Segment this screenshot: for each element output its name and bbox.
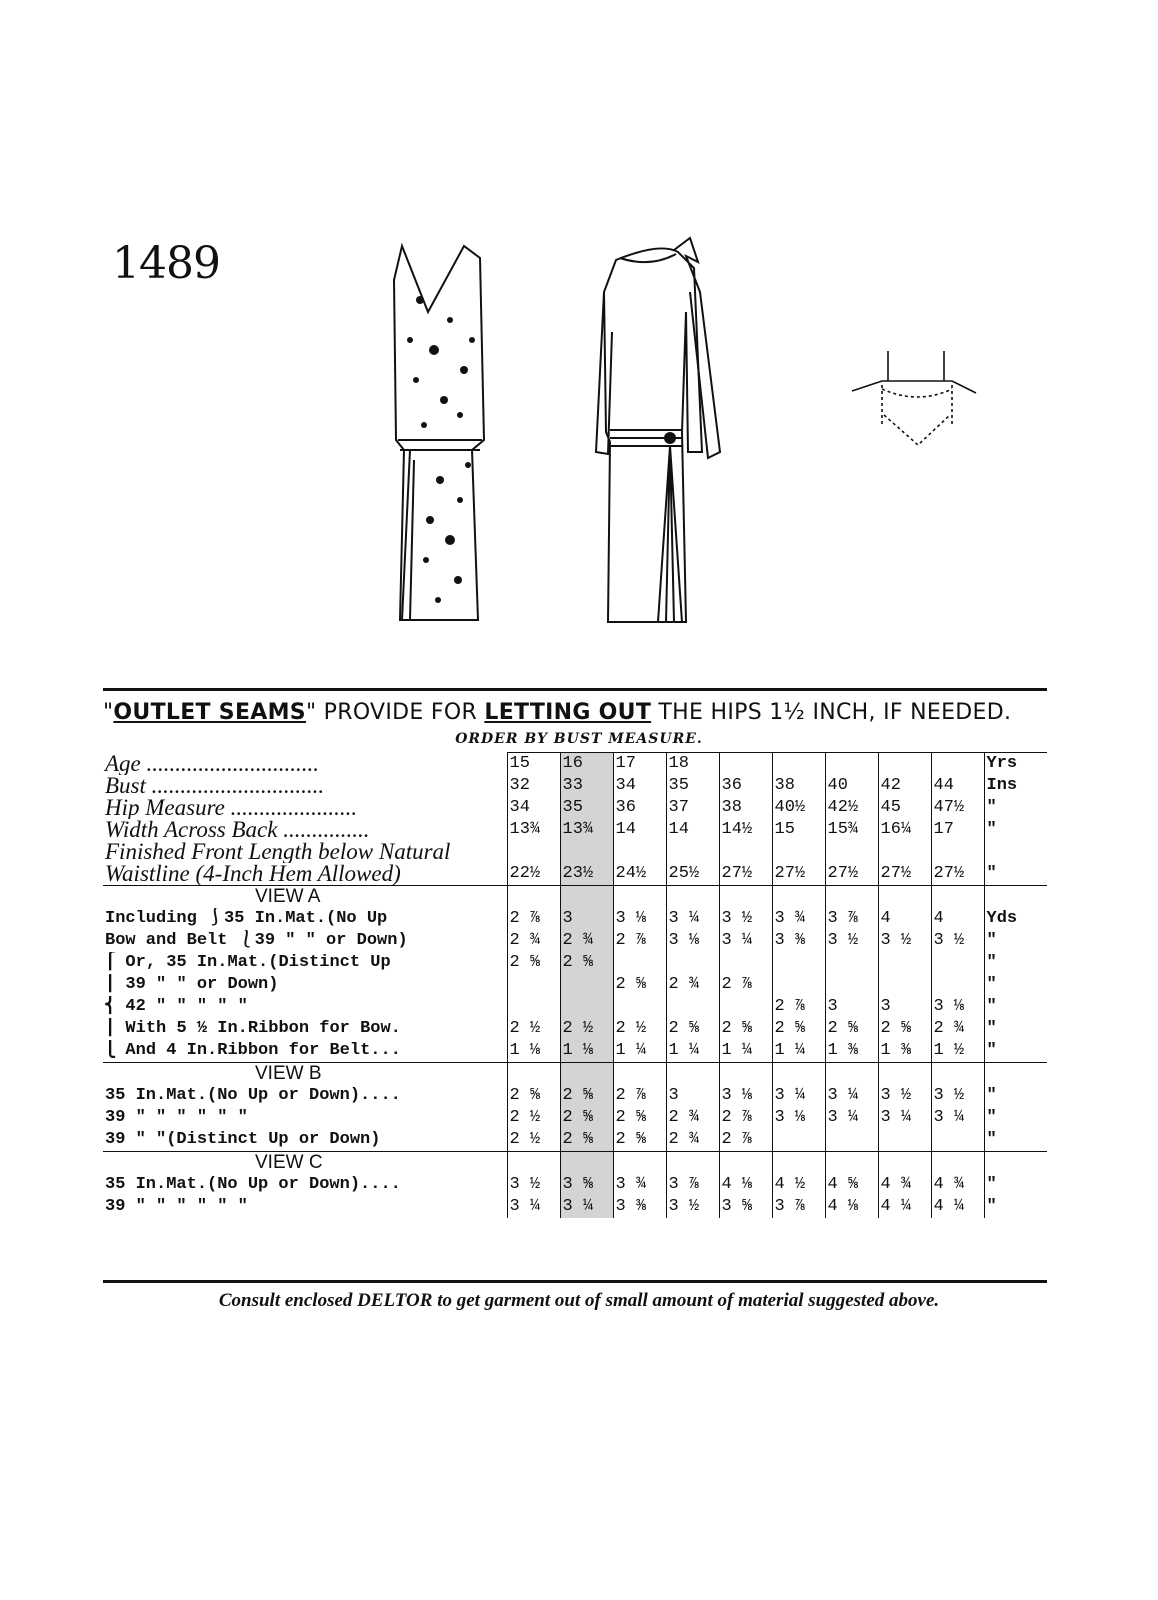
size-cell: 2 ⅝ xyxy=(613,1107,666,1129)
order-by-bust-subhead: ORDER BY BUST MEASURE. xyxy=(455,731,703,747)
row-label: 35 In.Mat.(No Up or Down).... xyxy=(105,1175,401,1194)
size-cell: 2 ½ xyxy=(507,1018,560,1040)
size-cell xyxy=(507,996,560,1018)
size-cell: 1 ¼ xyxy=(719,1040,772,1063)
unit-cell: " xyxy=(984,974,1047,996)
size-cell: 4 ¼ xyxy=(878,1196,931,1218)
size-cell xyxy=(666,1063,719,1086)
size-cell: 1 ¼ xyxy=(772,1040,825,1063)
size-cell: 47½ xyxy=(931,797,984,819)
outlet-seams-text: OUTLET SEAMS xyxy=(113,700,306,725)
size-cell: 3 ⅞ xyxy=(666,1174,719,1196)
size-cell: 3 ¼ xyxy=(825,1107,878,1129)
size-cell: 33 xyxy=(560,775,613,797)
table-row xyxy=(103,797,1047,819)
size-cell: 3 ½ xyxy=(878,930,931,952)
size-cell: 3 ⅛ xyxy=(613,908,666,930)
size-cell xyxy=(507,1063,560,1086)
unit-cell xyxy=(984,886,1047,909)
size-cell: 3 ½ xyxy=(878,1085,931,1107)
size-cell xyxy=(507,974,560,996)
size-cell: 3 ½ xyxy=(719,908,772,930)
size-cell: 4 xyxy=(878,908,931,930)
unit-cell: " xyxy=(984,1196,1047,1218)
size-cell xyxy=(825,753,878,776)
size-cell: 24½ xyxy=(613,863,666,886)
size-cell: 2 ⅝ xyxy=(878,1018,931,1040)
view-heading: VIEW C xyxy=(103,1152,507,1175)
size-cell: 3 ¾ xyxy=(613,1174,666,1196)
size-cell: 4 ½ xyxy=(772,1174,825,1196)
size-cell: 2 ⅝ xyxy=(613,974,666,996)
size-cell xyxy=(772,1129,825,1152)
size-cell: 4 ¾ xyxy=(878,1174,931,1196)
size-cell xyxy=(507,1152,560,1175)
size-cell: 3 ½ xyxy=(825,930,878,952)
size-cell: 3 ⅛ xyxy=(772,1107,825,1129)
size-cell: 2 ¾ xyxy=(666,974,719,996)
unit-cell: " xyxy=(984,1174,1047,1196)
size-cell xyxy=(613,886,666,909)
size-cell: 2 ½ xyxy=(560,1018,613,1040)
size-cell: 14 xyxy=(666,819,719,841)
unit-cell: " xyxy=(984,863,1047,886)
table-row xyxy=(103,952,1047,974)
size-cell: 27½ xyxy=(931,863,984,886)
size-cell: 2 ⅝ xyxy=(613,1129,666,1152)
size-cell: 27½ xyxy=(772,863,825,886)
size-cell: 3 ⅝ xyxy=(719,1196,772,1218)
size-cell xyxy=(825,1063,878,1086)
table-row xyxy=(103,1085,1047,1107)
view-c-section xyxy=(103,1152,1047,1219)
size-cell xyxy=(560,996,613,1018)
size-cell xyxy=(772,974,825,996)
row-label: 39 " " " " " " xyxy=(105,1197,248,1216)
size-cell: 3 ½ xyxy=(931,930,984,952)
size-cell xyxy=(772,1063,825,1086)
unit-cell: " xyxy=(984,996,1047,1018)
row-label: Bow and Belt ⎱39 " " or Down) xyxy=(105,931,408,950)
size-cell: 3 ⅞ xyxy=(825,908,878,930)
row-label: ⎪ With 5 ½ In.Ribbon for Bow. xyxy=(105,1019,401,1038)
outlet-seams-headline: "OUTLET SEAMS" PROVIDE FOR LETTING OUT THE HIPS 1½ INCH, IF NEEDED. xyxy=(103,700,1012,725)
size-cell: 27½ xyxy=(878,863,931,886)
size-cell xyxy=(613,996,666,1018)
row-label: Width Across Back ............... xyxy=(105,819,370,841)
unit-cell: " xyxy=(984,1085,1047,1107)
size-cell xyxy=(878,841,931,863)
size-cell: 2 ¾ xyxy=(666,1107,719,1129)
size-cell xyxy=(878,952,931,974)
unit-cell: " xyxy=(984,1107,1047,1129)
size-cell: 2 ⅝ xyxy=(560,1107,613,1129)
view-b-section xyxy=(103,1063,1047,1152)
size-cell xyxy=(560,886,613,909)
size-cell xyxy=(613,1063,666,1086)
unit-cell: " xyxy=(984,930,1047,952)
size-cell xyxy=(931,1152,984,1175)
table-row xyxy=(103,908,1047,930)
size-cell: 2 ⅝ xyxy=(507,1085,560,1107)
size-cell: 2 ⅞ xyxy=(719,974,772,996)
size-cell: 15 xyxy=(507,753,560,776)
size-cell: 1 ⅛ xyxy=(507,1040,560,1063)
table-row xyxy=(103,1174,1047,1196)
size-cell: 14½ xyxy=(719,819,772,841)
table-row xyxy=(103,996,1047,1018)
size-cell xyxy=(666,952,719,974)
table-row xyxy=(103,1040,1047,1063)
size-cell: 4 ⅝ xyxy=(825,1174,878,1196)
size-cell: 18 xyxy=(666,753,719,776)
size-cell: 44 xyxy=(931,775,984,797)
row-label: Age .............................. xyxy=(105,752,320,775)
size-cell: 36 xyxy=(719,775,772,797)
size-cell: 17 xyxy=(931,819,984,841)
size-cell xyxy=(878,753,931,776)
size-cell: 3 xyxy=(825,996,878,1018)
unit-cell: " xyxy=(984,1040,1047,1063)
size-cell: 1 ⅜ xyxy=(825,1040,878,1063)
view-a-dress-illustration xyxy=(380,240,510,630)
table-row xyxy=(103,1196,1047,1218)
view-a-heading xyxy=(103,886,1047,909)
size-cell: 1 ⅜ xyxy=(878,1040,931,1063)
size-cell: 42 xyxy=(878,775,931,797)
size-cell: 2 ½ xyxy=(613,1018,666,1040)
size-cell: 16 xyxy=(560,753,613,776)
size-cell: 37 xyxy=(666,797,719,819)
size-cell: 42½ xyxy=(825,797,878,819)
size-cell: 2 ⅞ xyxy=(719,1129,772,1152)
size-cell xyxy=(825,841,878,863)
size-cell xyxy=(931,753,984,776)
row-label: Finished Front Length below Natural xyxy=(105,841,451,863)
size-cell: 3 ½ xyxy=(507,1174,560,1196)
unit-cell xyxy=(984,1152,1047,1175)
size-cell: 1 ¼ xyxy=(613,1040,666,1063)
size-cell: 3 xyxy=(878,996,931,1018)
table-row xyxy=(103,753,1047,776)
size-cell xyxy=(931,974,984,996)
table-row xyxy=(103,863,1047,886)
size-cell: 35 xyxy=(666,775,719,797)
size-cell xyxy=(560,841,613,863)
size-cell xyxy=(613,1152,666,1175)
size-cell xyxy=(878,974,931,996)
row-label: Bust .............................. xyxy=(105,775,325,797)
size-cell xyxy=(825,1129,878,1152)
view-heading: VIEW A xyxy=(103,886,507,909)
table-row xyxy=(103,974,1047,996)
size-cell: 3 ¼ xyxy=(878,1107,931,1129)
size-cell: 3 ¼ xyxy=(825,1085,878,1107)
unit-cell xyxy=(984,841,1047,863)
size-cell: 2 ⅞ xyxy=(613,1085,666,1107)
size-cell xyxy=(772,841,825,863)
row-label: 35 In.Mat.(No Up or Down).... xyxy=(105,1086,401,1105)
unit-cell: " xyxy=(984,952,1047,974)
size-cell xyxy=(719,952,772,974)
row-label: ⎩ And 4 In.Ribbon for Belt... xyxy=(105,1041,401,1060)
size-cell xyxy=(560,1152,613,1175)
size-cell xyxy=(772,753,825,776)
size-cell: 2 ½ xyxy=(507,1129,560,1152)
size-cell: 3 ⅜ xyxy=(772,930,825,952)
size-cell: 38 xyxy=(719,797,772,819)
size-cell: 3 xyxy=(560,908,613,930)
size-cell xyxy=(772,886,825,909)
size-cell xyxy=(772,1152,825,1175)
size-cell xyxy=(878,1152,931,1175)
size-cell xyxy=(772,952,825,974)
size-cell xyxy=(878,1129,931,1152)
size-cell: 15¾ xyxy=(825,819,878,841)
size-cell xyxy=(931,1063,984,1086)
row-label: 39 " "(Distinct Up or Down) xyxy=(105,1130,381,1149)
size-cell: 2 ¾ xyxy=(931,1018,984,1040)
deltor-footer-note: Consult enclosed DELTOR to get garment out of small amount of material suggested above. xyxy=(218,1290,940,1311)
size-cell: 3 ¼ xyxy=(507,1196,560,1218)
size-cell: 34 xyxy=(613,775,666,797)
view-a-section xyxy=(103,886,1047,1063)
size-cell: 4 xyxy=(931,908,984,930)
size-cell: 15 xyxy=(772,819,825,841)
size-cell: 3 ¼ xyxy=(666,908,719,930)
size-cell: 13¾ xyxy=(507,819,560,841)
unit-cell: " xyxy=(984,1129,1047,1152)
size-cell: 3 ⅛ xyxy=(666,930,719,952)
top-rule xyxy=(103,688,1047,691)
unit-cell: Yds xyxy=(984,908,1047,930)
size-cell xyxy=(931,886,984,909)
size-cell xyxy=(825,974,878,996)
size-cell: 2 ⅞ xyxy=(772,996,825,1018)
size-cell xyxy=(931,952,984,974)
size-cell: 35 xyxy=(560,797,613,819)
row-label: Waistline (4-Inch Hem Allowed) xyxy=(105,863,401,886)
table-row xyxy=(103,841,1047,863)
view-c-heading xyxy=(103,1152,1047,1175)
unit-cell: Yrs xyxy=(984,753,1047,776)
size-cell: 32 xyxy=(507,775,560,797)
size-cell: 3 xyxy=(666,1085,719,1107)
size-cell xyxy=(507,841,560,863)
size-cell xyxy=(825,1152,878,1175)
letting-out-text: LETTING OUT xyxy=(484,700,652,725)
table-row xyxy=(103,819,1047,841)
size-cell: 3 ¾ xyxy=(772,908,825,930)
size-cell xyxy=(878,886,931,909)
table-row xyxy=(103,1107,1047,1129)
table-row xyxy=(103,930,1047,952)
size-cell: 3 ½ xyxy=(931,1085,984,1107)
size-cell: 2 ⅞ xyxy=(507,908,560,930)
size-cell: 2 ⅝ xyxy=(825,1018,878,1040)
size-cell: 3 ⅛ xyxy=(719,1085,772,1107)
size-cell xyxy=(666,1152,719,1175)
size-cell: 3 ¼ xyxy=(719,930,772,952)
size-cell xyxy=(719,886,772,909)
size-cell xyxy=(613,952,666,974)
size-cell xyxy=(507,886,560,909)
size-cell xyxy=(931,1129,984,1152)
size-cell: 3 ⅜ xyxy=(613,1196,666,1218)
size-cell xyxy=(666,886,719,909)
size-cell: 2 ⅝ xyxy=(560,1129,613,1152)
view-heading: VIEW B xyxy=(103,1063,507,1086)
size-cell: 3 ⅛ xyxy=(931,996,984,1018)
row-label: 39 " " " " " " xyxy=(105,1108,248,1127)
view-b-heading xyxy=(103,1063,1047,1086)
row-label: Including ⎰35 In.Mat.(No Up xyxy=(105,909,388,928)
table-row xyxy=(103,775,1047,797)
size-cell: 2 ⅞ xyxy=(719,1107,772,1129)
size-cell xyxy=(719,841,772,863)
size-cell: 40 xyxy=(825,775,878,797)
size-cell: 4 ⅛ xyxy=(825,1196,878,1218)
size-cell: 2 ⅝ xyxy=(666,1018,719,1040)
size-cell xyxy=(931,841,984,863)
size-cell: 36 xyxy=(613,797,666,819)
size-cell: 13¾ xyxy=(560,819,613,841)
size-cell: 14 xyxy=(613,819,666,841)
size-cell: 17 xyxy=(613,753,666,776)
unit-cell xyxy=(984,1063,1047,1086)
size-cell: 2 ¾ xyxy=(560,930,613,952)
size-cell xyxy=(719,1063,772,1086)
size-cell: 4 ¼ xyxy=(931,1196,984,1218)
size-cell: 45 xyxy=(878,797,931,819)
unit-cell: " xyxy=(984,819,1047,841)
unit-cell: " xyxy=(984,797,1047,819)
size-cell xyxy=(878,1063,931,1086)
size-cell xyxy=(666,996,719,1018)
size-cell: 3 ¼ xyxy=(560,1196,613,1218)
size-cell: 40½ xyxy=(772,797,825,819)
unit-cell: " xyxy=(984,1018,1047,1040)
measures-section xyxy=(103,753,1047,886)
size-cell: 4 ⅛ xyxy=(719,1174,772,1196)
size-cell: 3 ¼ xyxy=(931,1107,984,1129)
row-label: ⎧ Or, 35 In.Mat.(Distinct Up xyxy=(105,953,391,972)
table-row xyxy=(103,1129,1047,1152)
size-cell: 2 ½ xyxy=(507,1107,560,1129)
size-cell xyxy=(825,886,878,909)
row-label: Hip Measure ...................... xyxy=(105,797,358,819)
pattern-number: 1489 xyxy=(112,238,220,289)
size-cell: 1 ¼ xyxy=(666,1040,719,1063)
size-cell: 38 xyxy=(772,775,825,797)
size-cell: 2 ⅝ xyxy=(560,1085,613,1107)
size-cell xyxy=(825,952,878,974)
measurement-yardage-table xyxy=(103,752,1047,1218)
size-cell: 2 ⅞ xyxy=(613,930,666,952)
size-cell: 3 ⅝ xyxy=(560,1174,613,1196)
bottom-rule xyxy=(103,1280,1047,1283)
size-cell xyxy=(560,974,613,996)
size-cell xyxy=(719,996,772,1018)
size-cell: 34 xyxy=(507,797,560,819)
unit-cell: Ins xyxy=(984,775,1047,797)
size-cell: 3 ⅞ xyxy=(772,1196,825,1218)
size-cell: 1 ⅛ xyxy=(560,1040,613,1063)
size-cell: 3 ½ xyxy=(666,1196,719,1218)
size-cell: 1 ½ xyxy=(931,1040,984,1063)
row-label: ⎨ 42 " " " " " xyxy=(105,997,248,1016)
size-cell: 23½ xyxy=(560,863,613,886)
size-cell xyxy=(613,841,666,863)
table-row xyxy=(103,1018,1047,1040)
size-cell: 2 ⅝ xyxy=(507,952,560,974)
size-cell: 22½ xyxy=(507,863,560,886)
size-cell xyxy=(719,753,772,776)
size-cell: 4 ¾ xyxy=(931,1174,984,1196)
size-cell xyxy=(560,1063,613,1086)
size-cell: 2 ⅝ xyxy=(772,1018,825,1040)
size-cell: 3 ¼ xyxy=(772,1085,825,1107)
size-cell: 2 ¾ xyxy=(666,1129,719,1152)
size-cell: 27½ xyxy=(719,863,772,886)
size-cell xyxy=(719,1152,772,1175)
view-c-slip-illustration xyxy=(848,345,978,455)
size-cell xyxy=(666,841,719,863)
size-cell: 25½ xyxy=(666,863,719,886)
size-cell: 2 ¾ xyxy=(507,930,560,952)
view-b-dress-illustration xyxy=(590,232,740,632)
size-cell: 2 ⅝ xyxy=(719,1018,772,1040)
size-cell: 27½ xyxy=(825,863,878,886)
row-label: ⎪ 39 " " or Down) xyxy=(105,975,279,994)
size-cell: 16¼ xyxy=(878,819,931,841)
size-cell: 2 ⅝ xyxy=(560,952,613,974)
